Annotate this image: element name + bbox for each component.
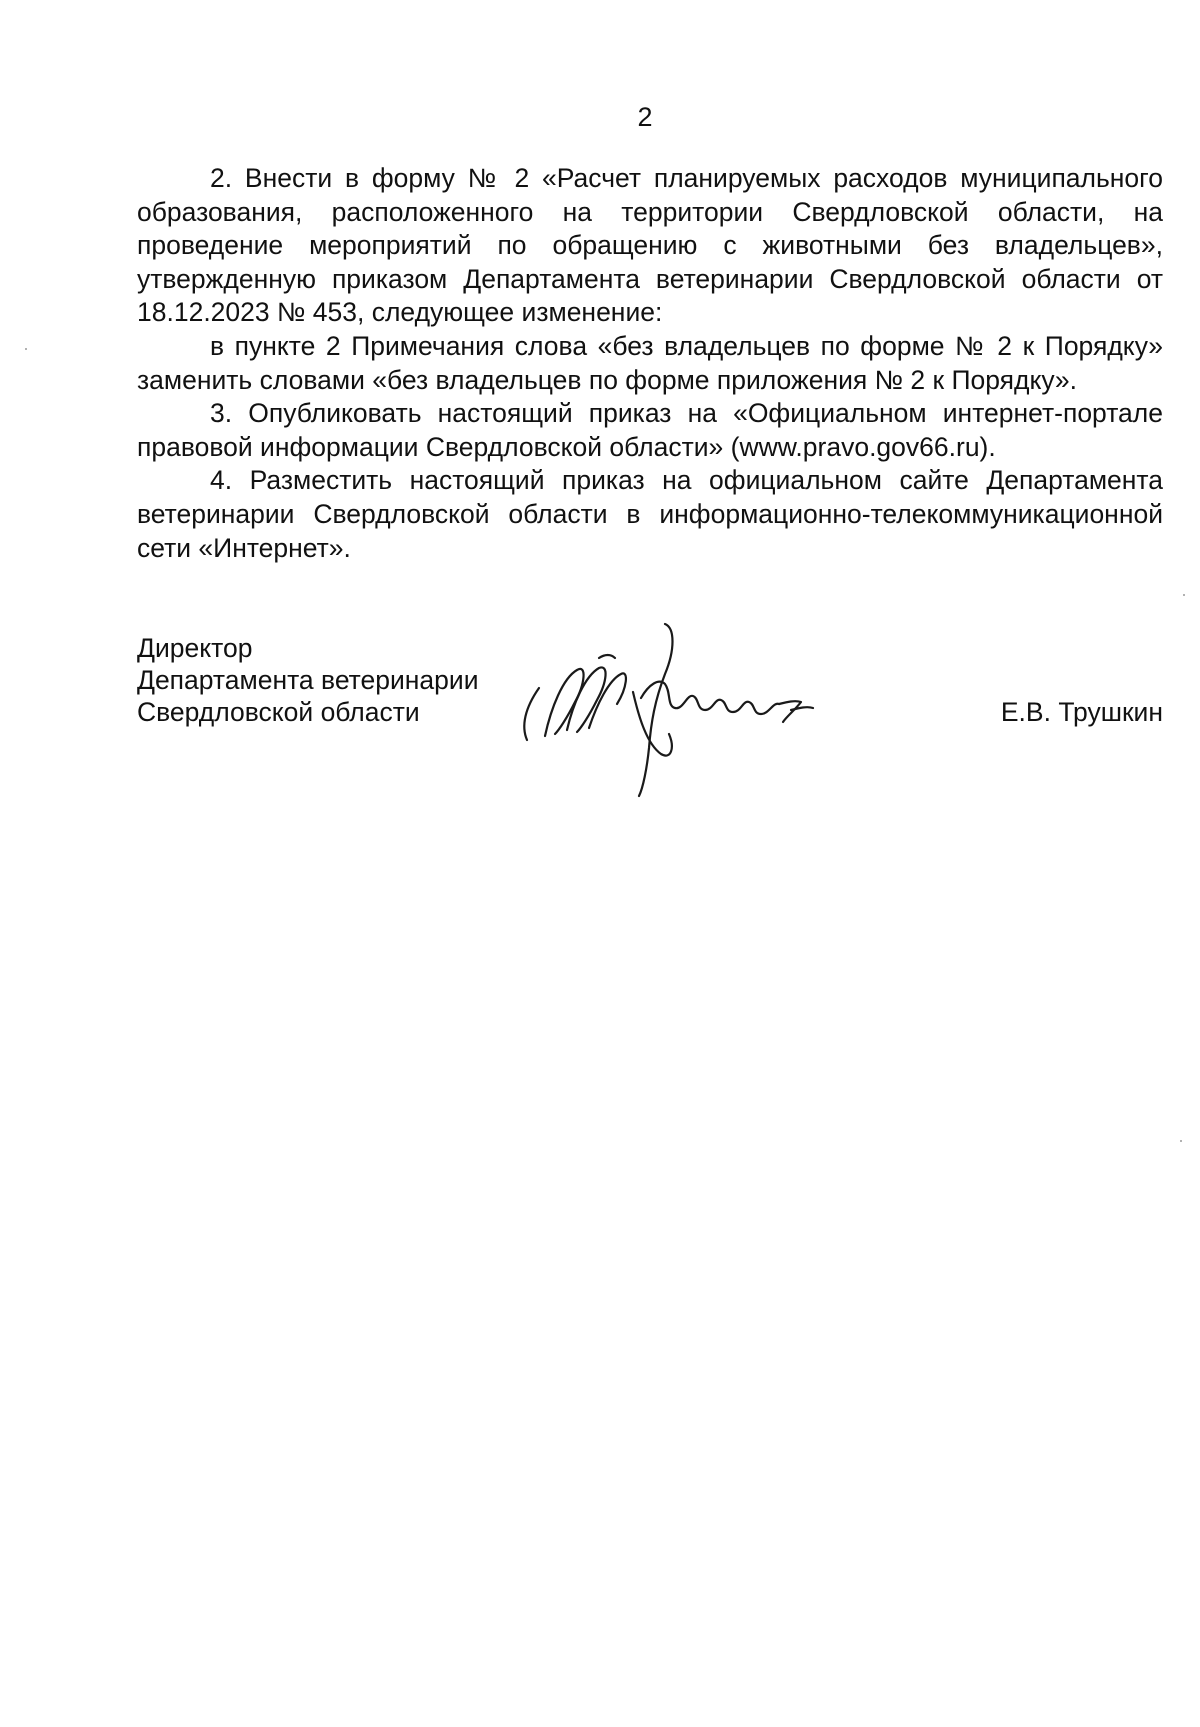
handwritten-signature [515, 618, 825, 798]
position-line-3: Свердловской области [137, 697, 420, 727]
paragraph-item-3: 3. Опубликовать настоящий приказ на «Официальном интернет-портале правовой информации Свердловской области» (www.pravo.gov66.ru). [137, 398, 1163, 462]
paragraph-item-2: 2. Внести в форму № 2 «Расчет планируемых расходов муниципального образования, расположенного на территории Свердловской области, на проведение мероприятий по обращению с животными без владельцев», утвержденную приказом Департамента ветеринарии Свердловской области от 18.12.2023 № 453, следующее изменение: [137, 163, 1163, 328]
position-line-1: Директор [137, 633, 253, 663]
position-line-2: Департамента ветеринарии [137, 665, 479, 695]
page-number: 2 [637, 102, 653, 132]
paragraph-amendment: в пункте 2 Примечания слова «без владельцев по форме № 2 к Порядку» заменить словами «без владельцев по форме приложения № 2 к Порядку». [137, 330, 1163, 395]
document-body [137, 162, 1163, 565]
scan-speck [1180, 1140, 1182, 1142]
scan-speck [25, 348, 27, 350]
signatory-position [137, 632, 479, 728]
paragraph-item-4: 4. Разместить настоящий приказ на официальном сайте Департамента ветеринарии Свердловской области в информационно-телекоммуникационной сети «Интернет». [137, 465, 1163, 563]
scan-speck [1183, 594, 1185, 596]
signatory-name: Е.В. Трушкин [1000, 697, 1163, 727]
